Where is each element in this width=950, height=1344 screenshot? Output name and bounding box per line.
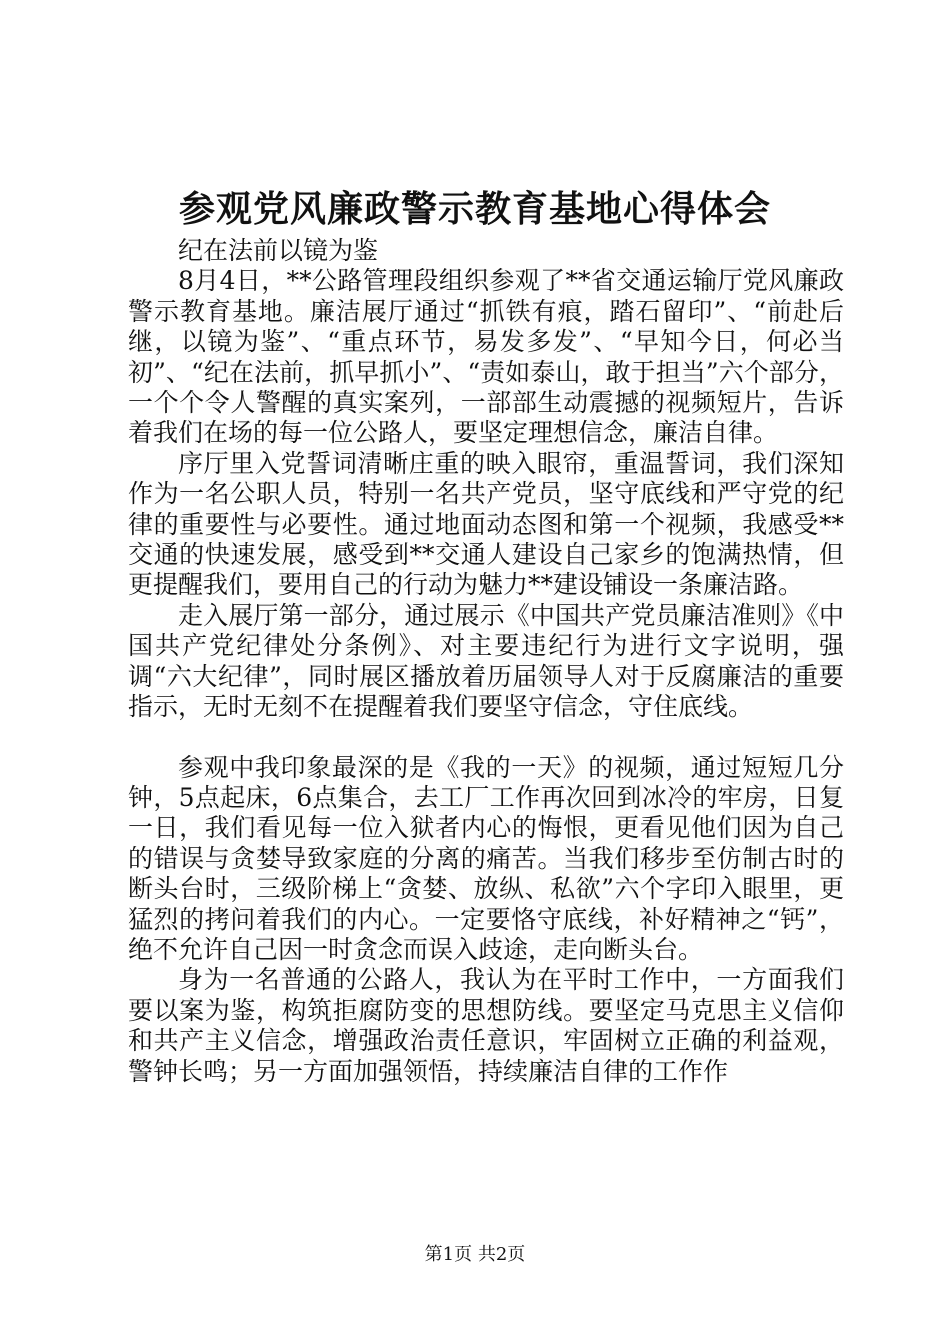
body-paragraph: 序厅里入党誓词清晰庄重的映入眼帘，重温誓词，我们深知作为一名公职人员，特别一名共产党员，坚守底线和严守党的纪律的重要性与必要性。通过地面动态图和第一个视频，我感受**交通的快速发展，感受到**交通人建设自己家乡的饱满热情，但更提醒我们，要用自己的行动为魅力**建设铺设一条廉洁路。 <box>128 448 844 600</box>
document-body <box>128 236 844 1087</box>
body-paragraph: 8月4日，**公路管理段组织参观了**省交通运输厅党风廉政警示教育基地。廉洁展厅通过“抓铁有痕，踏石留印”、“前赴后继，以镜为鉴”、“重点环节，易发多发”、“早知今日，何必当初”、“纪在法前，抓早抓小”、“责如泰山，敢于担当”六个部分，一个个令人警醒的真实案列，一部部生动震撼的视频短片，告诉着我们在场的每一位公路人，要坚定理想信念，廉洁自律。 <box>128 266 844 448</box>
body-paragraph: 参观中我印象最深的是《我的一天》的视频，通过短短几分钟，5点起床，6点集合，去工厂工作再次回到冰冷的牢房，日复一日，我们看见每一位入狱者内心的悔恨，更看见他们因为自己的错误与贪婪导致家庭的分离的痛苦。当我们移步至仿制古时的断头台时，三级阶梯上“贪婪、放纵、私欲”六个字印入眼里，更猛烈的拷问着我们的内心。一定要恪守底线，补好精神之“钙”，绝不允许自己因一时贪念而误入歧途，走向断头台。 <box>128 752 844 964</box>
body-paragraph: 走入展厅第一部分，通过展示《中国共产党员廉洁准则》《中国共产党纪律处分条例》、对主要违纪行为进行文字说明，强调“六大纪律”，同时展区播放着历届领导人对于反腐廉洁的重要指示，无时无刻不在提醒着我们要坚守信念，守住底线。 <box>128 600 844 722</box>
subtitle-paragraph: 纪在法前以镜为鉴 <box>178 236 379 265</box>
paragraph-spacer <box>128 723 844 753</box>
page-footer: 第1页 共2页 <box>424 1244 526 1265</box>
document-title: 参观党风廉政警示教育基地心得体会 <box>178 189 771 230</box>
body-paragraph: 身为一名普通的公路人，我认为在平时工作中，一方面我们要以案为鉴，构筑拒腐防变的思想防线。要坚定马克思主义信仰和共产主义信念，增强政治责任意识，牢固树立正确的利益观，警钟长鸣；另一方面加强领悟，持续廉洁自律的工作作 <box>128 965 844 1086</box>
